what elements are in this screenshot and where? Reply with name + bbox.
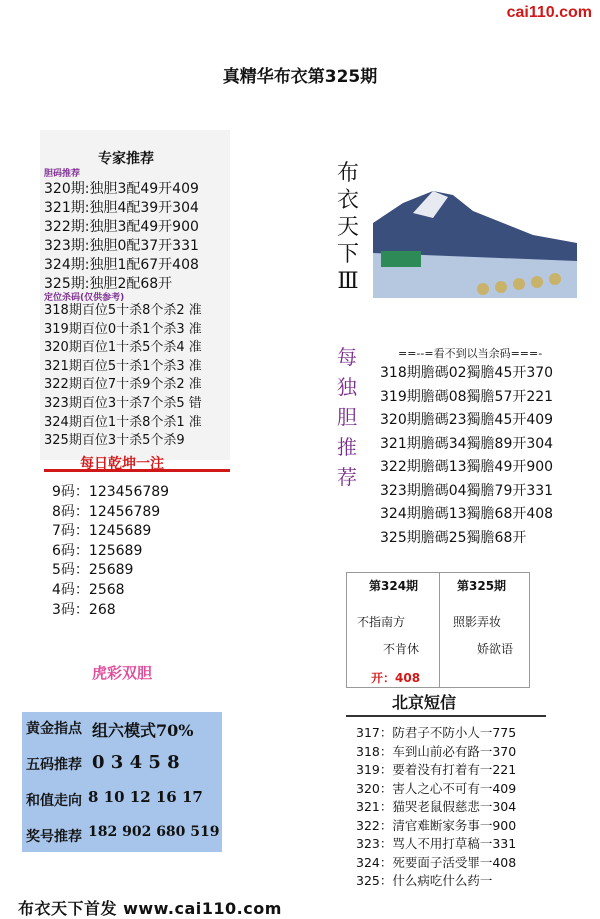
vertical-char: 推: [337, 435, 357, 459]
riddle-open: 开：408: [371, 671, 421, 685]
list-item: 319：要着没有打着有一221: [356, 762, 517, 777]
riddle-box: [346, 572, 530, 688]
riddle-left-1: 不指南方: [357, 615, 406, 629]
gold-value: 组六模式70%: [92, 721, 194, 740]
page-title: 真精华布衣第325期: [222, 67, 378, 87]
logo-text: [330, 160, 366, 295]
list-item: 324期百位1十杀8个杀1 准: [44, 414, 202, 430]
vertical-char: 每: [337, 345, 357, 369]
list-item: 319期膽碼08獨膽57开221: [380, 388, 554, 405]
divider: [439, 573, 440, 687]
list-item: 324期膽碼13獨膽68开408: [380, 506, 554, 522]
list-item: 320期百位1十杀5个杀4 准: [44, 340, 202, 356]
list-item: 325：什么病吃什么药一: [356, 873, 493, 888]
list-item: 323期膽碼04獨膽79开331: [380, 482, 554, 499]
riddle-324-heading: 第324期: [369, 579, 419, 593]
list-item: 324：死要面子活受罪一408: [356, 854, 517, 870]
logo-char: Ⅲ: [337, 269, 359, 294]
list-item: 322期膽碼13獨膽49开900: [380, 459, 554, 475]
list-item: 9码：123456789: [52, 484, 170, 500]
list-item: 323：骂人不用打草稿一331: [356, 836, 517, 851]
expert-heading: 专家推荐: [98, 151, 154, 167]
list-item: 4码：2568: [52, 581, 125, 598]
list-item: 321期百位5十杀1个杀3 准: [44, 358, 202, 374]
list-item: 8码：12456789: [52, 503, 161, 520]
gold-table: [22, 712, 222, 852]
gold-value: 182 902 680 519: [88, 824, 220, 840]
logo-char: 下: [336, 242, 359, 267]
list-item: 322期:独胆3配49开900: [44, 219, 199, 235]
site-logo[interactable]: cai110.com: [506, 4, 592, 21]
footer: 布衣天下首发 www.cai110.com: [18, 899, 282, 918]
list-item: 6码：125689: [52, 542, 143, 559]
huacai-heading: 虎彩双胆: [92, 664, 153, 682]
beijing-heading: 北京短信: [392, 693, 457, 712]
list-item: 325期膽碼25獨膽68开: [380, 529, 527, 546]
dan-list-heading: ==--=看不到以当余码===-: [398, 347, 543, 360]
vertical-title: [332, 342, 362, 492]
list-item: 318期膽碼02獨膽45开370: [380, 365, 554, 381]
list-item: 319期百位0十杀1个杀3 准: [44, 321, 202, 337]
list-item: 322：清官难断家务事一900: [356, 817, 517, 833]
gold-label: 奖号推荐: [26, 829, 82, 845]
gold-value: 0 3 4 5 8: [92, 752, 180, 773]
list-item: 7码：1245689: [52, 523, 152, 540]
sha-list: [44, 302, 202, 451]
riddle-right-2: 娇欲语: [477, 642, 514, 656]
dan-tag: 胆码推荐: [44, 169, 81, 179]
vertical-char: 荐: [337, 465, 357, 489]
beijing-list: [356, 724, 516, 891]
list-item: 318：车到山前必有路一370: [356, 743, 517, 759]
vertical-char: 胆: [337, 405, 357, 429]
logo-char: 衣: [336, 188, 359, 213]
divider: [346, 715, 546, 717]
list-item: 318期百位5十杀8个杀2 准: [44, 303, 202, 318]
list-item: 5码：25689: [52, 562, 134, 579]
list-item: 323期:独胆0配37开331: [44, 238, 199, 254]
gold-value: 8 10 12 16 17: [88, 788, 203, 806]
vertical-char: 独: [337, 375, 357, 399]
list-item: 321：猫哭老鼠假慈悲一304: [356, 799, 517, 814]
list-item: 320：害人之心不可有一409: [356, 780, 517, 796]
gold-label: 黄金指点: [26, 721, 82, 737]
list-item: 324期:独胆1配67开408: [44, 257, 199, 273]
dan-list: [44, 180, 199, 294]
riddle-right-1: 照影弄妆: [453, 615, 502, 629]
gold-label: 五码推荐: [26, 757, 82, 773]
list-item: 317：防君子不防小人一775: [356, 725, 517, 740]
logo-char: 天: [336, 215, 359, 240]
list-item: 325期:独胆2配68开: [44, 276, 173, 292]
list-item: 323期百位3十杀7个杀5 错: [44, 395, 202, 411]
dan-list-right: [380, 362, 553, 550]
gold-label: 和值走向: [26, 793, 82, 809]
logo-char: 布: [336, 161, 359, 186]
riddle-left-2: 不肯休: [383, 642, 420, 656]
list-item: 321期:独胆4配39开304: [44, 200, 199, 216]
daily-heading: 每日乾坤一注: [80, 456, 164, 472]
list-item: 320期膽碼23獨膽45开409: [380, 412, 554, 428]
list-item: 320期:独胆3配49开409: [44, 181, 199, 197]
list-item: 321期膽碼34獨膽89开304: [380, 435, 554, 452]
riddle-325-heading: 第325期: [457, 579, 507, 593]
daily-codes: [52, 483, 169, 620]
sha-tag: 定位杀码(仅供参考): [44, 293, 125, 303]
list-item: 3码：268: [52, 601, 116, 618]
list-item: 322期百位7十杀9个杀2 准: [44, 377, 202, 393]
list-item: 325期百位3十杀5个杀9: [44, 433, 185, 449]
mountain-image: [373, 183, 577, 298]
